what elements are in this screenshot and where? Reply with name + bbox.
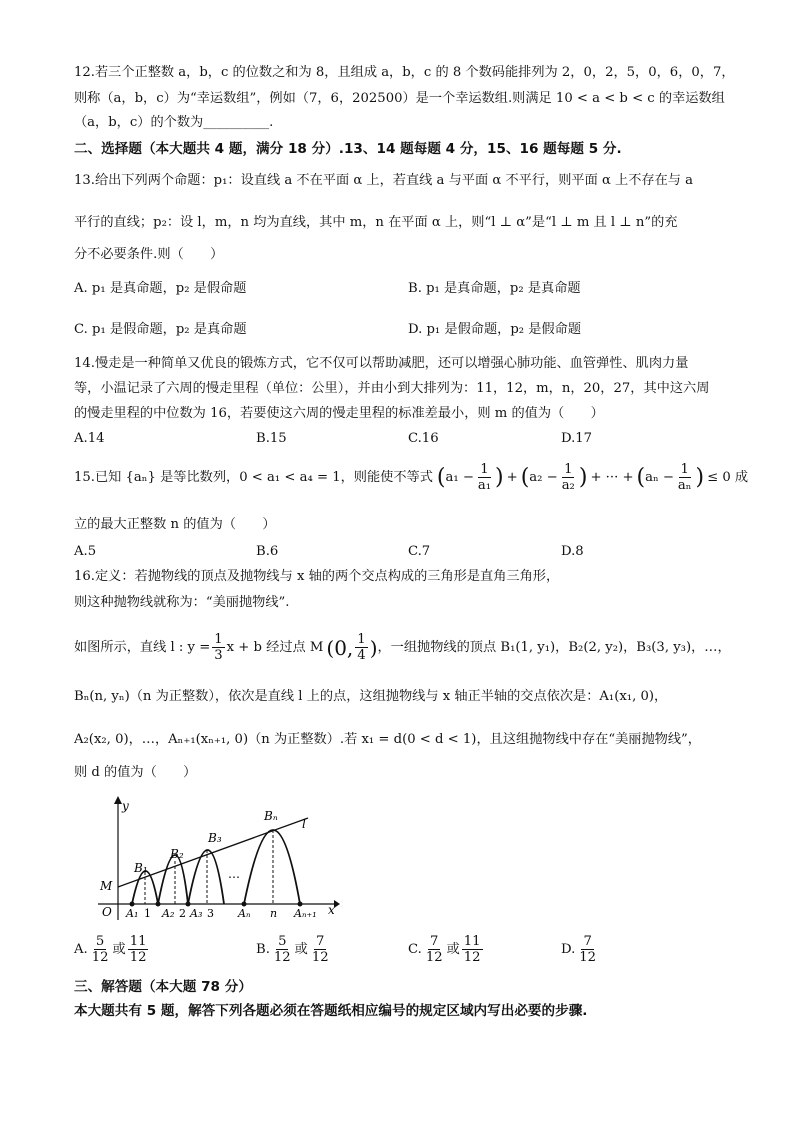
label-b2: B₂ [170,847,184,861]
parabola-figure-svg [88,790,384,924]
point-a3 [186,902,191,907]
label-an: Aₙ [238,907,251,920]
label-a2: A₂ [162,907,175,920]
section-3-heading: 三、解答题（本大题 78 分） [74,979,252,995]
q15-frac-2: $\frac{1}{\text{a₂}}$ [561,462,575,493]
q15-option-b[interactable]: B.6 [256,544,279,559]
parabola-n [244,830,300,904]
q13-option-d[interactable]: D. p₁ 是假命题，p₂ 是假命题 [408,322,582,337]
q16-slope-frac: $\frac{1}{3}$ [214,632,223,663]
q13-line-1: 13.给出下列两个命题：p₁：设直线 a 不在平面 α 上，若直线 a 与平面 α 不平行，则平面 α 上不存在与 a [74,173,694,188]
x-axis-arrow [334,900,340,908]
label-a3: A₃ [190,907,203,920]
label-l: l [302,817,306,831]
q16-option-a[interactable]: A. $\frac{5}{12}$ 或 $\frac{11}{12}$ [74,934,147,965]
label-m: M [100,879,113,893]
label-tick-1: 1 [144,907,151,920]
q15-term-1: a₁ − [445,469,474,485]
q13-option-a[interactable]: A. p₁ 是真命题，p₂ 是假命题 [74,281,247,296]
q14-option-a[interactable]: A.14 [74,431,105,446]
point-a2 [156,902,161,907]
section-2-heading: 二、选择题（本大题共 4 题，满分 18 分）.13、14 题每题 4 分，15、16 题每题 5 分. [74,141,622,157]
q14-line-2: 等，小温记录了六周的慢走里程（单位：公里），并由小到大排列为：11，12，m，n，20，27，其中这六周 [74,381,710,396]
q16-option-b[interactable]: B. $\frac{5}{12}$ 或 $\frac{7}{12}$ [256,934,329,965]
label-an1: Aₙ₊₁ [294,907,317,920]
q15-line-2: 立的最大正整数 n 的值为（ ） [74,517,276,532]
q15-frac-n: $\frac{1}{\text{aₙ}}$ [677,462,692,493]
q16-line-1: 16.定义：若抛物线的顶点及抛物线与 x 轴的两个交点构成的三角形是直角三角形， [74,569,560,584]
q14-option-c[interactable]: C.16 [408,431,439,446]
label-a1: A₁ [126,907,139,920]
q15-frac-1: $\frac{1}{\text{a₁}}$ [477,462,492,493]
label-b1: B₁ [134,861,148,875]
point-an [242,902,247,907]
label-tick-n: n [270,907,278,920]
label-dots: … [228,867,240,881]
q16-line-4: Bₙ(n, yₙ)（n 为正整数），依次是直线 l 上的点，这组抛物线与 x 轴正半轴的交点依次是：A₁(x₁, 0)， [74,689,668,704]
q12-line-1: 12.若三个正整数 a，b，c 的位数之和为 8，且组成 a，b，c 的 8 个数码能排列为 2，0，2，5，0，6，0，7， [74,65,735,80]
q15-paren-open-1: ( [436,464,446,490]
q12-line-2: 则称（a，b，c）为“幸运数组”，例如（7，6，202500）是一个幸运数组.则满足 10 < a < b < c 的幸运数组 [74,91,725,106]
q15-option-d[interactable]: D.8 [561,544,584,559]
q14-option-b[interactable]: B.15 [256,431,287,446]
section-3-note: 本大题共有 5 题，解答下列各题必须在答题纸相应编号的规定区域内写出必要的步骤. [74,1003,588,1019]
point-a1 [130,902,135,907]
label-origin: O [102,905,112,919]
label-tick-3: 3 [207,907,214,920]
q16-line-3: 如图所示，直线 l : y = $\frac{1}{3}$ x + b 经过点 M (0, $\frac{1}{4}$ ) ，一组抛物线的顶点 B₁(1, y₁)，B₂(2, y₂)，B₃(3, y₃)，…， [74,632,731,663]
q16-m-frac: $\frac{1}{4}$ [357,632,366,663]
parabola-figure [88,790,384,924]
q16-option-c[interactable]: C. $\frac{7}{12}$ 或 $\frac{11}{12}$ [408,934,481,965]
q13-option-c[interactable]: C. p₁ 是假命题，p₂ 是真命题 [74,322,247,337]
q13-option-b[interactable]: B. p₁ 是真命题，p₂ 是真命题 [408,281,581,296]
q15-option-c[interactable]: C.7 [408,544,431,559]
label-x: x [328,903,335,917]
q15-term-2: a₂ − [529,469,558,485]
line-l [118,818,308,887]
q16-line-6: 则 d 的值为（ ） [74,765,197,780]
y-axis-arrow [114,796,122,804]
q16-line-2: 则这种抛物线就称为：“美丽抛物线”. [74,595,290,610]
q15-prefix: 15.已知 {aₙ} 是等比数列，0 < a₁ < a₄ = 1，则能使不等式 [74,469,433,485]
q16-line-5: A₂(x₂, 0)，…，Aₙ₊₁(xₙ₊₁, 0)（n 为正整数）.若 x₁ = d(0 < d < 1)，且这组抛物线中存在“美丽抛物线”， [74,732,701,747]
q15-term-n: aₙ − [645,469,674,485]
label-y: y [122,799,129,813]
q13-line-2: 平行的直线；p₂：设 l，m，n 均为直线，其中 m，n 在平面 α 上，则“l ⊥ α”是“l ⊥ m 且 l ⊥ n”的充 [74,215,678,230]
q13-line-3: 分不必要条件.则（ ） [74,247,224,262]
point-an1 [298,902,303,907]
q14-line-3: 的慢走里程的中位数为 16，若要使这六周的慢走里程的标准差最小，则 m 的值为（ ） [74,406,604,421]
label-b3: B₃ [208,831,222,845]
q15-suffix: ≤ 0 成 [707,469,749,485]
label-tick-2: 2 [179,907,186,920]
label-bn: Bₙ [264,809,278,823]
q14-option-d[interactable]: D.17 [561,431,593,446]
parabola-2 [158,855,188,904]
q12-line-3: （a，b，c）的个数为__________. [74,115,274,130]
q15-line-1: 15.已知 {aₙ} 是等比数列，0 < a₁ < a₄ = 1，则能使不等式 ( a₁ − $\frac{1}{\text{a₁}}$ ) + ( a₂ − $\frac{1}{\text{a₂}}$ ) + ··· + ( aₙ − $\frac{1}{\text{aₙ}}$ ) ≤ 0 成 [74,462,749,493]
parabola-3 [188,850,224,904]
q16-option-d[interactable]: D. $\frac{7}{12}$ [561,934,597,965]
q15-option-a[interactable]: A.5 [74,544,97,559]
q14-line-1: 14.慢走是一种简单又优良的锻炼方式，它不仅可以帮助减肥，还可以增强心肺功能、血管弹性、肌肉力量 [74,356,689,371]
